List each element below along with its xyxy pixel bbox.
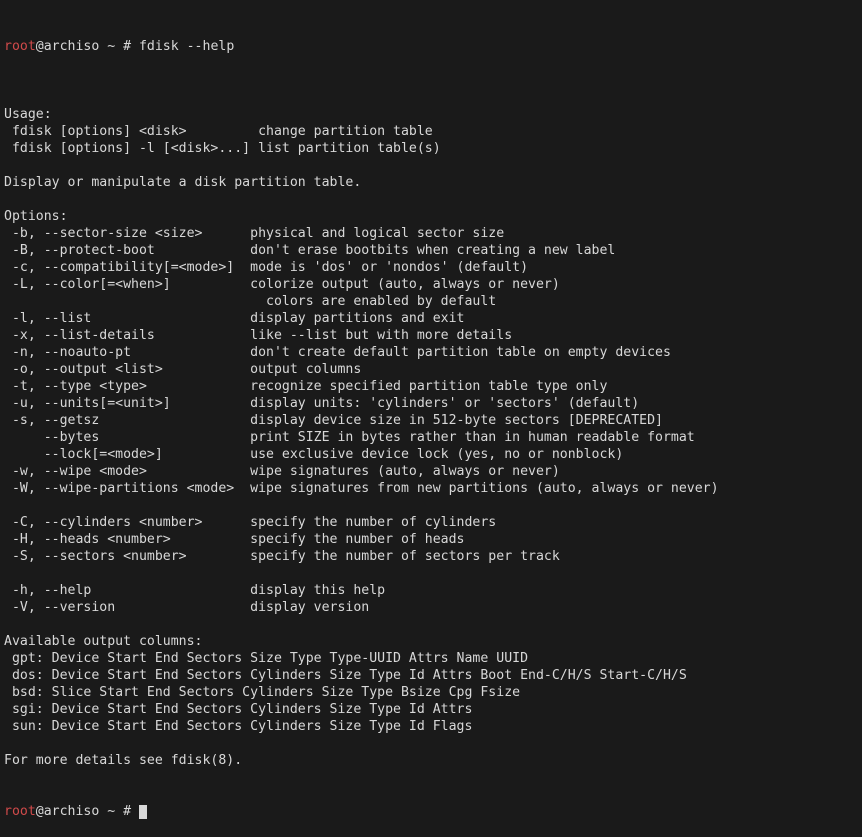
- prompt-user: root: [4, 39, 36, 54]
- output-line: --bytes print SIZE in bytes rather than in human readable format: [4, 430, 695, 445]
- output-line: fdisk [options] -l [<disk>...] list partition table(s): [4, 141, 441, 156]
- output-line: -H, --heads <number> specify the number of heads: [4, 532, 465, 547]
- command-line: [4, 38, 862, 55]
- output-line: sun: Device Start End Sectors Cylinders Size Type Id Flags: [4, 719, 473, 734]
- output-line: [4, 191, 862, 208]
- output-line: Display or manipulate a disk partition table.: [4, 175, 362, 190]
- output-line: [4, 616, 862, 633]
- output-line: fdisk [options] <disk> change partition table: [4, 124, 433, 139]
- output-line: Options:: [4, 209, 68, 224]
- output-line: -B, --protect-boot don't erase bootbits when creating a new label: [4, 243, 616, 258]
- output-line: -u, --units[=<unit>] display units: 'cylinders' or 'sectors' (default): [4, 396, 640, 411]
- trailing-prompt-host-path: @archiso ~ #: [35, 804, 139, 819]
- output-line: For more details see fdisk(8).: [4, 753, 243, 768]
- text-cursor: [139, 805, 147, 819]
- output-line: bsd: Slice Start End Sectors Cylinders Size Type Bsize Cpg Fsize: [4, 685, 521, 700]
- output-line: [4, 89, 862, 106]
- output-line: [4, 157, 862, 174]
- entered-command: fdisk --help: [138, 39, 235, 54]
- output-line: -b, --sector-size <size> physical and logical sector size: [4, 226, 505, 241]
- output-line: -W, --wipe-partitions <mode> wipe signatures from new partitions (auto, always or never): [4, 481, 719, 496]
- output-line: [4, 497, 862, 514]
- prompt-host-path: @archiso ~ #: [35, 39, 139, 54]
- trailing-prompt-user: root: [4, 804, 36, 819]
- trailing-prompt-line: [4, 803, 862, 820]
- output-line: Available output columns:: [4, 634, 203, 649]
- output-line: -h, --help display this help: [4, 583, 386, 598]
- output-line: -C, --cylinders <number> specify the number of cylinders: [4, 515, 497, 530]
- output-line: [4, 565, 862, 582]
- output-line: -V, --version display version: [4, 600, 370, 615]
- output-line: -o, --output <list> output columns: [4, 362, 362, 377]
- output-line: -x, --list-details like --list but with more details: [4, 328, 513, 343]
- output-line: gpt: Device Start End Sectors Size Type Type-UUID Attrs Name UUID: [4, 651, 529, 666]
- output-line: -l, --list display partitions and exit: [4, 311, 465, 326]
- output-line: -s, --getsz display device size in 512-byte sectors [DEPRECATED]: [4, 413, 663, 428]
- output-line: -w, --wipe <mode> wipe signatures (auto, always or never): [4, 464, 560, 479]
- output-line: -L, --color[=<when>] colorize output (auto, always or never): [4, 277, 560, 292]
- output-line: --lock[=<mode>] use exclusive device lock (yes, no or nonblock): [4, 447, 624, 462]
- output-line: -S, --sectors <number> specify the number of sectors per track: [4, 549, 560, 564]
- output-line: -c, --compatibility[=<mode>] mode is 'dos' or 'nondos' (default): [4, 260, 529, 275]
- output-line: -n, --noauto-pt don't create default partition table on empty devices: [4, 345, 671, 360]
- output-line: Usage:: [4, 107, 52, 122]
- output-line: dos: Device Start End Sectors Cylinders Size Type Id Attrs Boot End-C/H/S Start-C/H/S: [4, 668, 687, 683]
- command-output: [4, 89, 862, 769]
- output-line: colors are enabled by default: [4, 294, 497, 309]
- output-line: sgi: Device Start End Sectors Cylinders Size Type Id Attrs: [4, 702, 473, 717]
- output-line: [4, 735, 862, 752]
- output-line: -t, --type <type> recognize specified partition table type only: [4, 379, 608, 394]
